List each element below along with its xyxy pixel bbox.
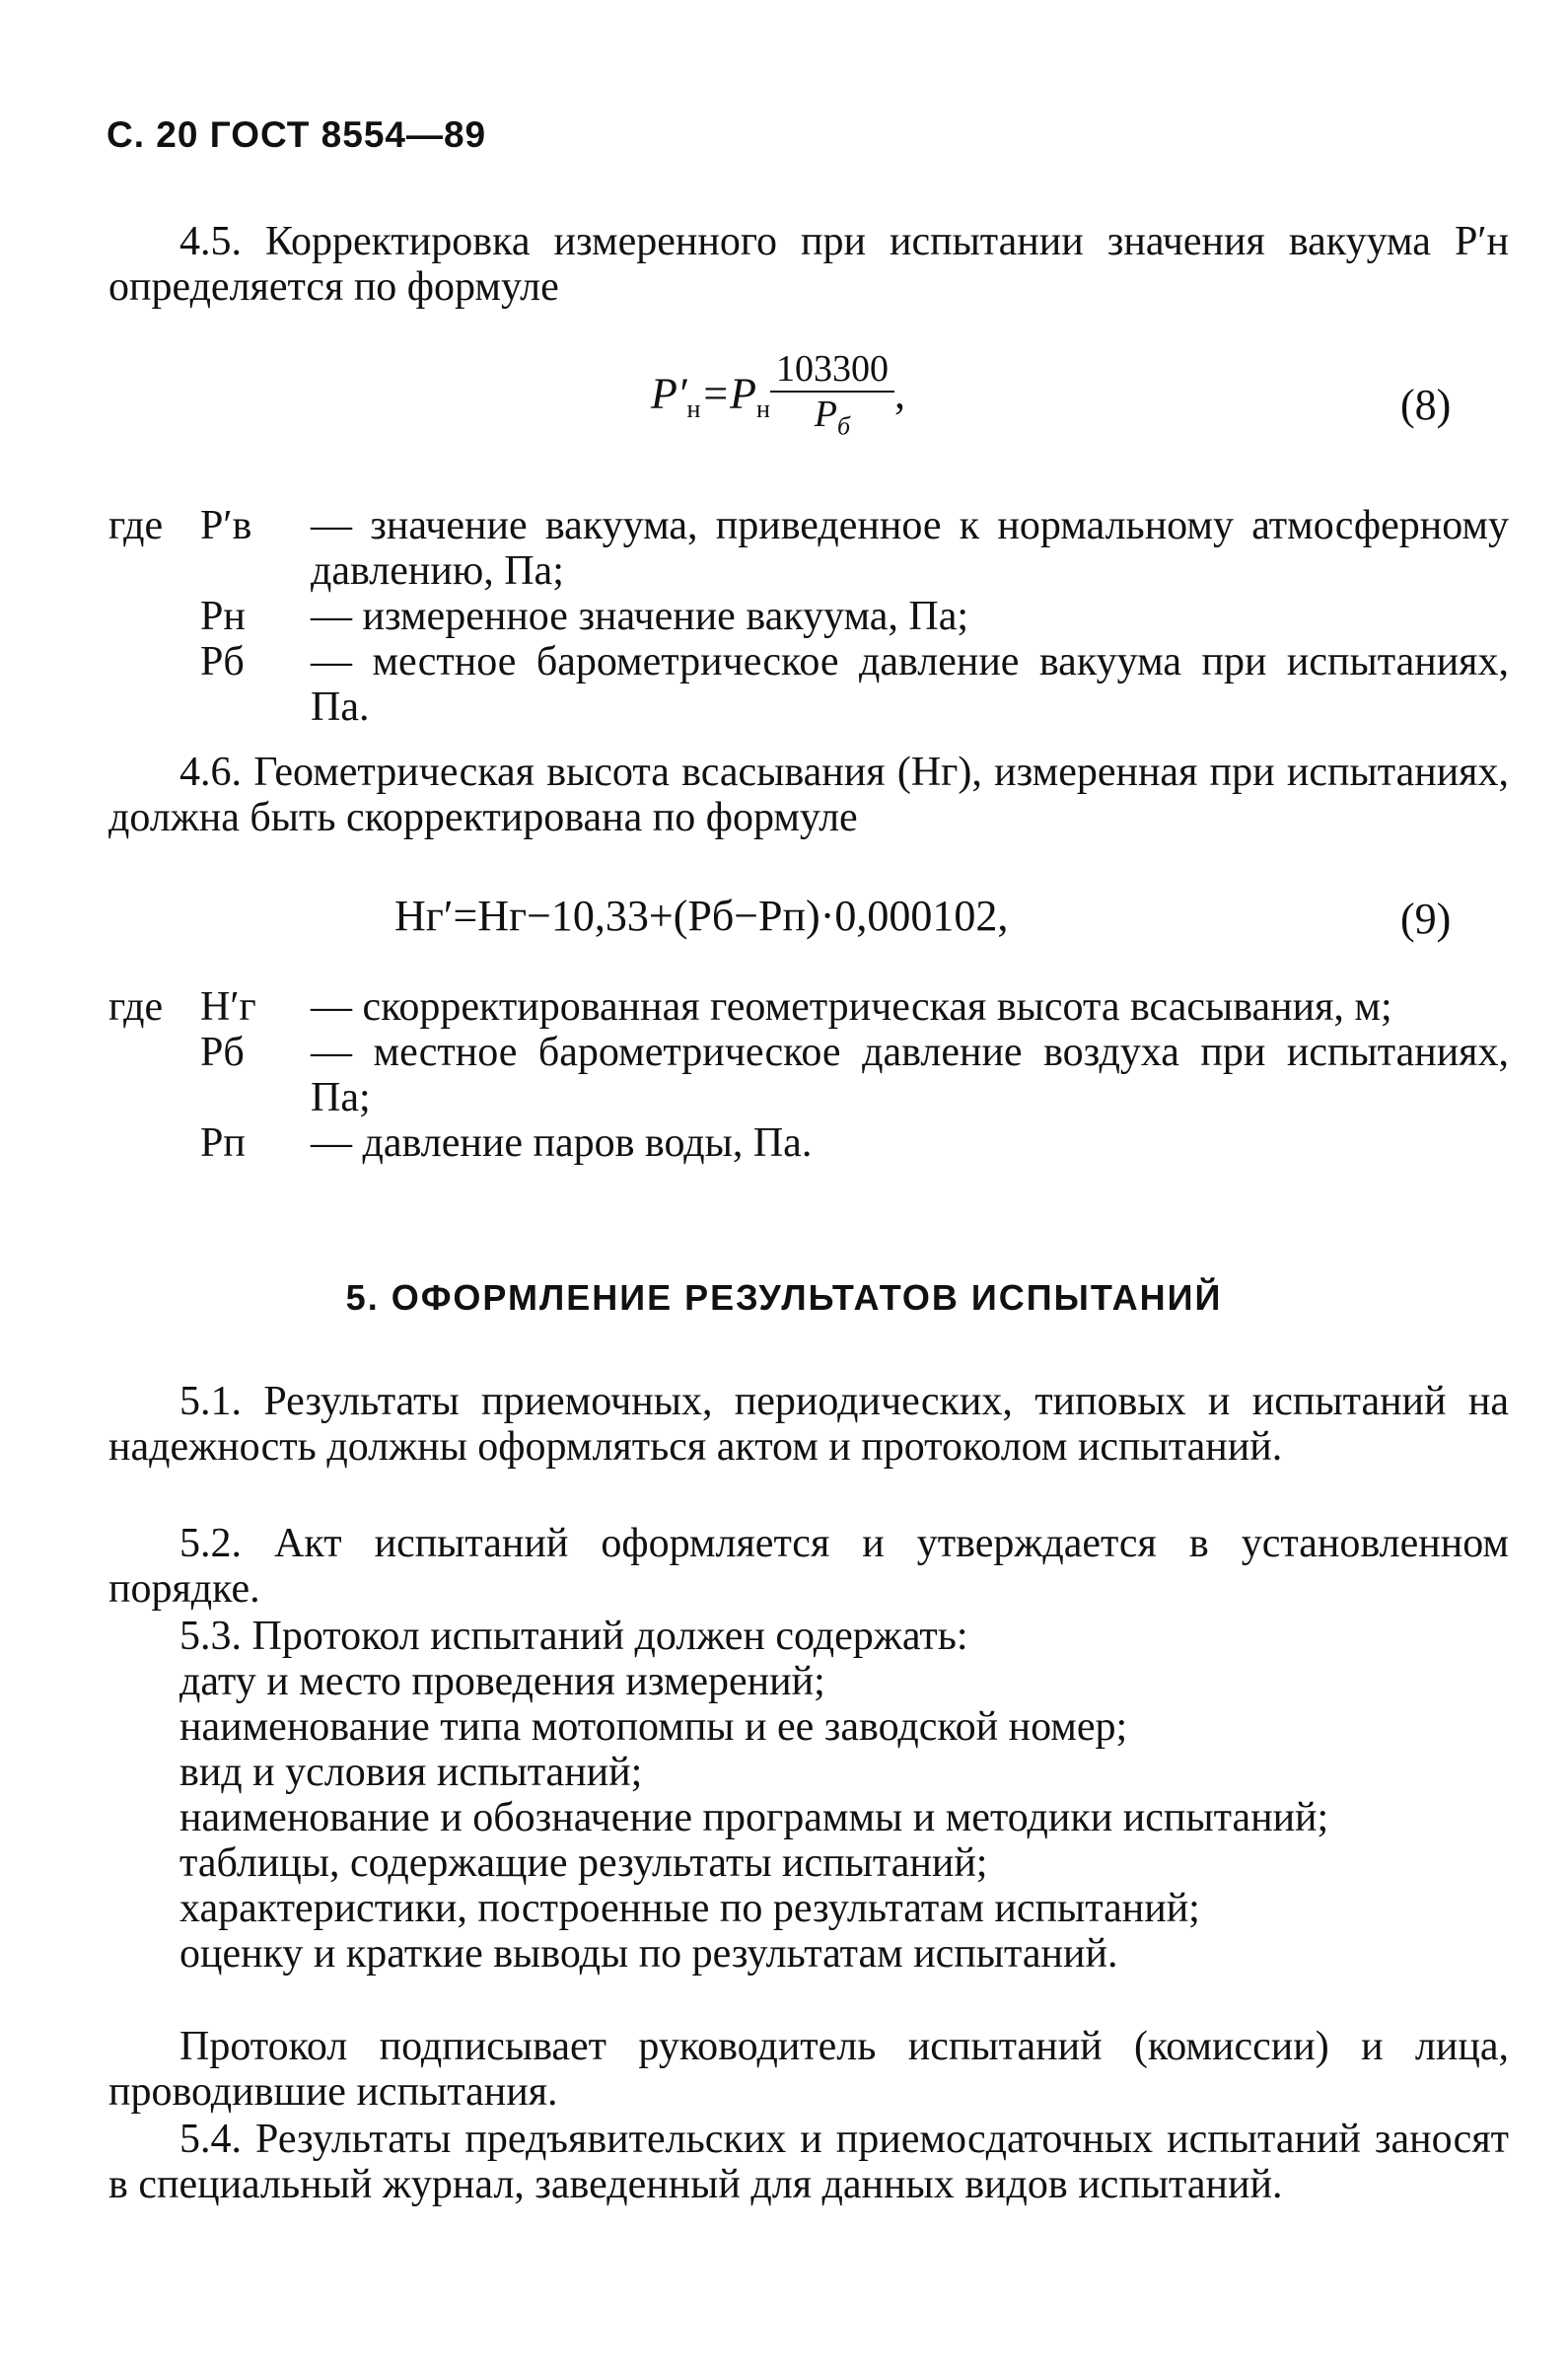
equation-number-9: (9) — [1400, 895, 1452, 943]
definition-text: — давление паров воды, Па. — [311, 1120, 813, 1166]
definition-symbol: Pб — [200, 1030, 245, 1075]
definition-symbol: Pп — [200, 1120, 246, 1166]
formula-8-lhs-sub: н — [686, 395, 701, 424]
definition-symbol: P′в — [200, 503, 252, 548]
formula-8-tail: , — [893, 369, 905, 418]
equation-number-8: (8) — [1400, 381, 1452, 429]
paragraph-4-5: 4.5. Корректировка измеренного при испытании значения вакуума P′н определяется по формуле — [108, 219, 1509, 310]
definitions-9 — [108, 984, 1509, 1166]
paragraph-4-6: 4.6. Геометрическая высота всасывания (Hг), измеренная при испытаниях, должна быть скорректирована по формуле — [108, 750, 1509, 840]
definition-symbol: Pб — [200, 639, 245, 684]
formula-9: Hг′=Hг−10,33+(Pб−Pп)·0,000102, — [394, 892, 1009, 940]
list-item: характеристики, построенные по результатам испытаний; — [179, 1886, 1200, 1931]
definition-symbol: H′г — [200, 984, 256, 1030]
paragraph-5-3-signature: Протокол подписывает руководитель испытаний (комиссии) и лица, проводившие испытания. — [108, 2024, 1509, 2115]
definition-item — [108, 1120, 1509, 1166]
formula-8-numerator: 103300 — [770, 347, 894, 393]
paragraph-5-2: 5.2. Акт испытаний оформляется и утверждается в установленном порядке. — [108, 1521, 1509, 1612]
definition-item — [108, 639, 1509, 730]
definition-text: — значение вакуума, приведенное к нормальному атмосферному давлению, Па; — [311, 503, 1509, 594]
paragraph-5-3: 5.3. Протокол испытаний должен содержать: — [179, 1614, 968, 1659]
definition-item — [108, 594, 1509, 639]
page-header: С. 20 ГОСТ 8554—89 — [107, 114, 487, 155]
formula-8-rhs-sub: н — [756, 395, 770, 424]
formula-8-denominator: P — [814, 394, 837, 435]
list-item: наименование типа мотопомпы и ее заводской номер; — [179, 1704, 1128, 1750]
formula-8-lhs: P′ — [651, 369, 687, 418]
definition-lead: где — [108, 503, 164, 548]
definition-item — [108, 984, 1509, 1030]
formula-8 — [651, 347, 905, 449]
definition-text: — измеренное значение вакуума, Па; — [311, 594, 969, 639]
paragraph-5-1: 5.1. Результаты приемочных, периодических, типовых и испытаний на надежность должны оформляться актом и протоколом испытаний. — [108, 1379, 1509, 1470]
list-item: таблицы, содержащие результаты испытаний; — [179, 1840, 988, 1886]
list-item: дату и место проведения измерений; — [179, 1659, 825, 1704]
list-item: наименование и обозначение программы и методики испытаний; — [179, 1795, 1329, 1840]
list-item: оценку и краткие выводы по результатам испытаний. — [179, 1931, 1118, 1977]
definition-item — [108, 1030, 1509, 1120]
definition-text: — скорректированная геометрическая высота всасывания, м; — [311, 984, 1392, 1030]
definition-text: — местное барометрическое давление воздуха при испытаниях, Па; — [311, 1030, 1509, 1120]
definition-symbol: Pн — [200, 594, 246, 639]
list-item: вид и условия испытаний; — [179, 1750, 643, 1795]
section-title: 5. ОФОРМЛЕНИЕ РЕЗУЛЬТАТОВ ИСПЫТАНИЙ — [345, 1277, 1223, 1318]
definition-lead: где — [108, 984, 164, 1030]
formula-8-eq: =P — [700, 369, 757, 418]
formula-8-den-sub: б — [837, 411, 851, 441]
protocol-contents-list — [179, 1659, 1509, 1977]
definition-text: — местное барометрическое давление вакуума при испытаниях, Па. — [311, 639, 1509, 730]
formula-8-fraction — [770, 347, 894, 449]
definition-item — [108, 503, 1509, 594]
paragraph-5-4: 5.4. Результаты предъявительских и приемосдаточных испытаний заносят в специальный журнал, заведенный для данных видов испытаний. — [108, 2117, 1509, 2207]
definitions-8 — [108, 503, 1509, 730]
